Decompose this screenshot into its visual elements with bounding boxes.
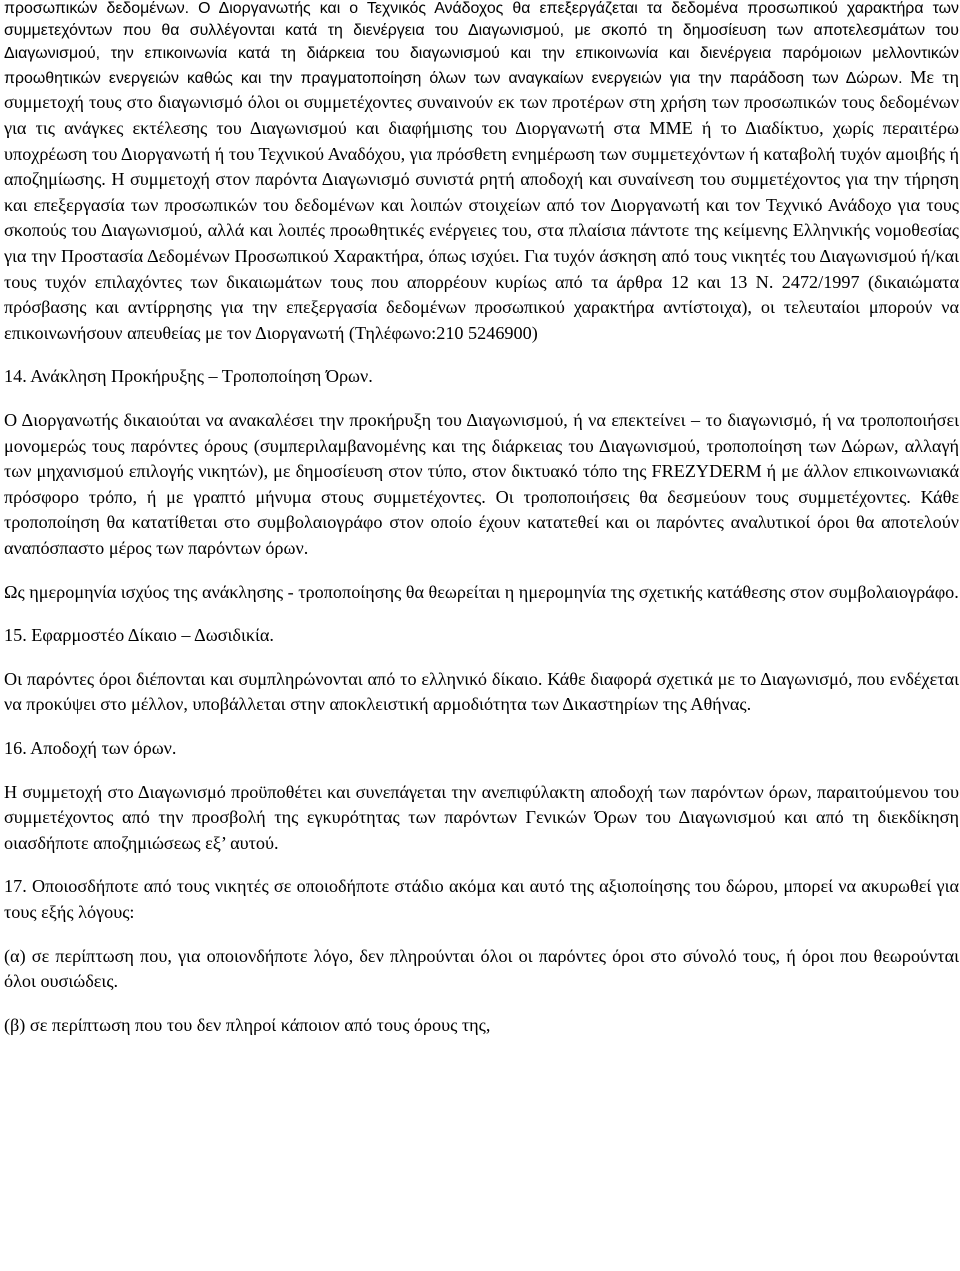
section-17-item-b: (β) σε περίπτωση που του δεν πληροί κάποιον από τους όρους της, [4, 1014, 491, 1035]
section-heading-15: 15. Εφαρμοστέο Δίκαιο – Δωσιδικία. [4, 625, 274, 646]
section-heading-14: 14. Ανάκληση Προκήρυξης – Τροποποίηση Όρων. [4, 366, 373, 387]
privacy-text-part-1: προσωπικών δεδομένων. Ο Διοργανωτής και ο Τεχνικός Ανάδοχος θα επεξεργάζεται τα δεδομένα προσωπικού χαρακτήρα των συμμετεχόντων που θα συλλέγονται κατά τη διενέργεια του Διαγωνισμού, με σκοπό τη δημοσίευση των αποτελεσμάτων του Διαγωνισμού, την επικοινωνία κατά τη διάρκεια του διαγωνισμού και την επικοινωνία και διενέργεια παρόμοιων μελλοντικών προωθητικών ενεργειών καθώς και την πραγματοποίηση όλων των αναγκαίων ενεργειών για την παράδοση των Δώρων. [4, 0, 959, 87]
privacy-paragraph [4, 0, 959, 346]
section-14-paragraph-2: Ως ημερομηνία ισχύος της ανάκλησης - τροποποίησης θα θεωρείται η ημερομηνία της σχετικής κατάθεσης στον συμβολαιογράφο. [4, 581, 959, 602]
privacy-text-part-2: Με τη συμμετοχή τους στο διαγωνισμό όλοι οι συμμετέχοντες συναινούν εκ των προτέρων στη χρήση των προσωπικών τους δεδομένων για τις ανάγκες εκτέλεσης του Διαγωνισμού και διαφήμισης του Διοργανωτή στα ΜΜΕ ή το Διαδίκτυο, χωρίς περαιτέρω υποχρέωση του Διοργανωτή ή του Τεχνικού Αναδόχου, για πρόσθετη ενημέρωση των συμμετεχόντων ή καταβολή τυχόν αμοιβής ή αποζημίωσης. Η συμμετοχή στον παρόντα Διαγωνισμό συνιστά ρητή αποδοχή και συναίνεση του συμμετέχοντος για την τήρηση και επεξεργασία των προσωπικών του δεδομένων και λοιπών στοιχείων από τον Διοργανωτή και τον Τεχνικό Ανάδοχο για τους σκοπούς του Διαγωνισμού, αλλά και λοιπές προωθητικές ενέργειες του, στα πλαίσια πάντοτε της κείμενης Ελληνικής νομοθεσίας για την Προστασία Δεδομένων Προσωπικού Χαρακτήρα, όπως ισχύει. Για τυχόν άσκηση από τους νικητές του Διαγωνισμού ή/και τους τυχόν επιλαχόντες των δικαιωμάτων τους που απορρέουν κυρίως από τα άρθρα 12 και 13 Ν. 2472/1997 (δικαιώματα πρόσβασης και αντίρρησης για την επεξεργασία δεδομένων προσωπικού χαρακτήρα αντίστοιχα), οι τελευταίοι μπορούν να επικοινωνήσουν απευθείας με τον Διοργανωτή (Τηλέφωνο:210 5246900) [4, 66, 960, 343]
section-15-paragraph: Οι παρόντες όροι διέπονται και συμπληρώνονται από το ελληνικό δίκαιο. Κάθε διαφορά σχετικά με το Διαγωνισμό, που ενδέχεται να προκύψει στο μέλλον, υποβάλλεται στην αποκλειστική αρμοδιότητα των Δικαστηρίων της Αθήνας. [4, 668, 959, 715]
section-heading-16: 16. Αποδοχή των όρων. [4, 737, 177, 758]
section-17-intro: 17. Οποιοσδήποτε από τους νικητές σε οποιοδήποτε στάδιο ακόμα και αυτό της αξιοποίησης του δώρου, μπορεί να ακυρωθεί για τους εξής λόγους: [4, 876, 959, 922]
section-14-paragraph-1: Ο Διοργανωτής δικαιούται να ανακαλέσει την προκήρυξη του Διαγωνισμού, ή να επεκτείνει – το διαγωνισμό, ή να τροποποιήσει μονομερώς τους παρόντες όρους (συμπεριλαμβανομένης και της διάρκειας του Διαγωνισμού, τροποποίηση των Δώρων, αλλαγή των μηχανισμού επιλογής νικητών), με δημοσίευση στον τύπο, στον δικτυακό τόπο της FREZYDERM ή με άλλον επικοινωνιακά πρόσφορο τρόπο, ή με γραπτό μήνυμα στους συμμετέχοντες. Οι τροποποιήσεις θα δεσμεύουν τους συμμετέχοντες. Κάθε τροποποίηση θα κατατίθεται στο συμβολαιογράφο στον οποίο έχουν κατατεθεί και οι παρόντες αναλυτικοί όροι θα αποτελούν αναπόσπαστο μέρος των παρόντων όρων. [4, 410, 959, 558]
document-page [4, 0, 959, 1038]
section-17-item-a: (α) σε περίπτωση που, για οποιονδήποτε λόγο, δεν πληρούνται όλοι οι παρόντες όροι στο σύνολό τους, ή όροι που θεωρούνται όλοι ουσιώδεις. [4, 945, 959, 992]
section-16-paragraph: Η συμμετοχή στο Διαγωνισμό προϋποθέτει και συνεπάγεται την ανεπιφύλακτη αποδοχή των παρόντων όρων, παραιτούμενου του συμμετέχοντος από την προσβολή της εγκυρότητας των παρόντων Γενικών Όρων του Διαγωνισμού και από τη διεκδίκηση οιασδήποτε αποζημιώσεως εξ’ αυτού. [4, 781, 959, 853]
